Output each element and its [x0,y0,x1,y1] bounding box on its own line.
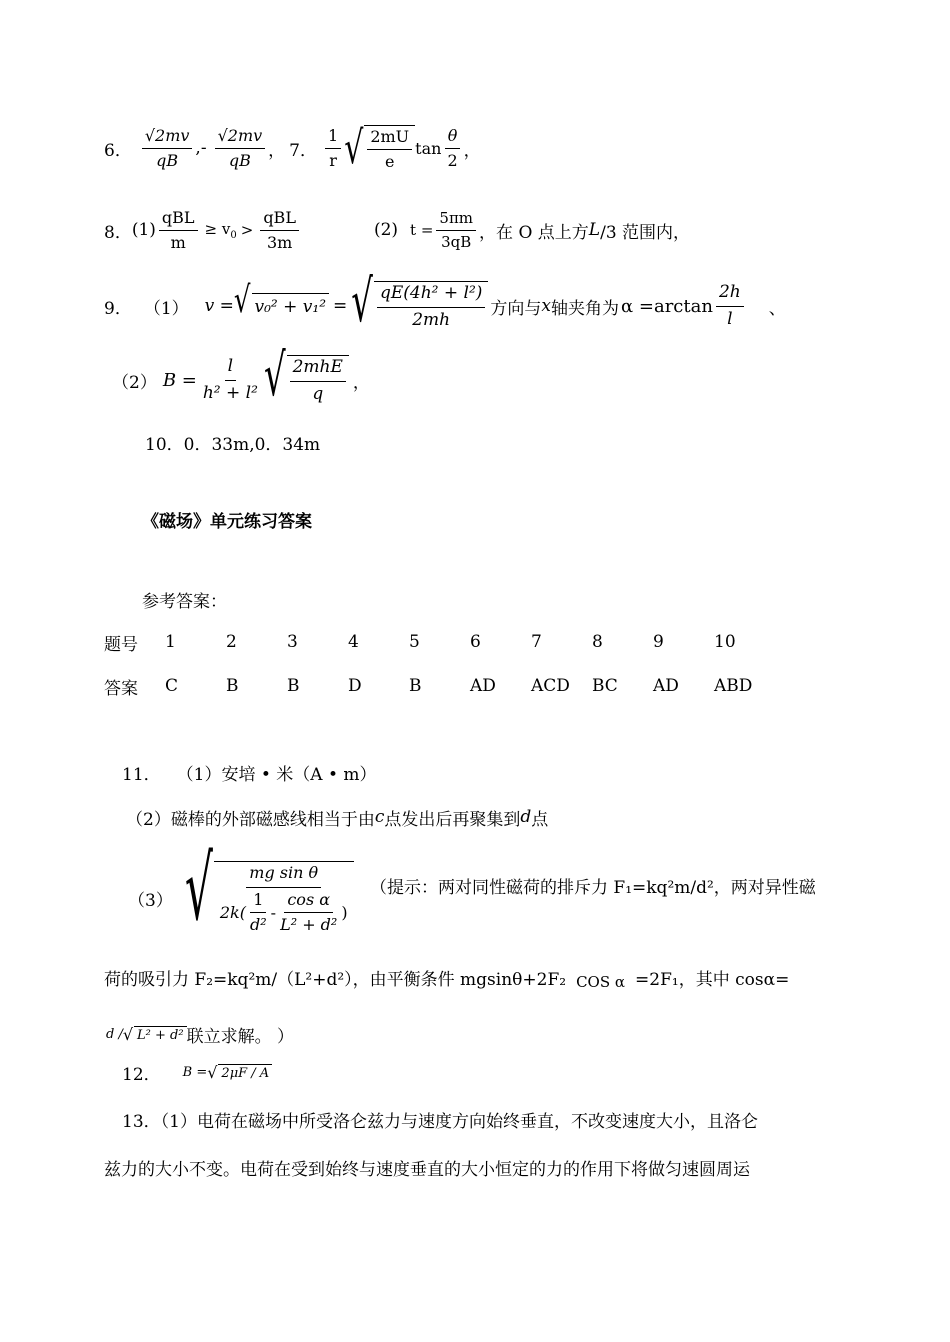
q11-part2-d: d [520,807,532,827]
table-cell: 4 [348,632,359,652]
q6-label: 6． [104,140,132,161]
q10-line: 10．0．33m,0．34m [145,434,321,455]
q11-part2-e: 点 [531,809,549,830]
q9-radical-sign: √ [351,267,373,336]
q12-formula: B = [182,1064,208,1080]
q8-part1: (1) [131,220,156,240]
q7-tan: tan [415,138,442,158]
table-cell: 3 [287,632,298,652]
q9-b-tail: ， [352,372,370,393]
answer-table [104,620,775,708]
q9-line-1 [104,267,786,336]
q11-hint-line-3 [106,1020,294,1048]
q7-sqrt [344,122,415,175]
q11-hint-3a: d / [106,1026,123,1042]
q9-b-radical-sign: √ [263,341,286,410]
q9-fraction: $\frac{2h}{l}$ [716,282,744,330]
q11-sqrt [184,839,354,941]
q9-part1: （1） [143,298,189,319]
reference-label: 参考答案： [142,591,227,612]
table-head-answers: 答案 [104,678,138,699]
q11-part2-a: （2）磁棒的外部磁感线相当于由 [126,809,375,830]
table-cell: 7 [531,632,542,652]
q11-hint-2b: =2F₁，其中 cosα= [635,969,790,990]
q9-alpha-equals: α =arctan [621,295,713,317]
q9-desc-x: x [541,296,551,316]
q11-hint-sqrt: √ L² + d² [123,1026,187,1043]
q11-hint-3b: 联立求解。 ） [186,1026,294,1047]
q6-q7-line [104,122,481,175]
q8-line [104,206,690,254]
q6-fraction-2: $\frac{√2mv}{qB}$ [215,126,266,171]
q7-sqrt-fraction: $\frac{2mU}{e}$ [367,127,412,172]
q11-hint-2a: 荷的吸引力 F₂=kq²m/（L²+d²），由平衡条件 mgsinθ+2F₂ [104,969,567,990]
table-cell: BC [592,676,618,696]
q9-b-sqrt-fraction: $\frac{\text{2mhE}}{q}$ [290,357,346,405]
table-cell: 9 [653,632,664,652]
q11-hint-radical-sign: √ [122,1024,134,1044]
q11-part2-c: c [374,807,385,827]
q7-tail: ， [463,140,481,161]
q7-fraction-1: $\frac{1}{r}$ [325,126,341,171]
q11-label: 11． [122,764,161,785]
q9-desc-b: 轴夹角为 [551,298,619,319]
q8-ineq-1: ≥ $v_0$ [204,219,237,241]
q8-label: 8． [104,222,132,243]
q6-separator: ,- [195,138,207,158]
q11-part2-b: 点发出后再聚集到 [384,809,521,830]
table-cell: AD [470,676,496,696]
q9-equals: = [333,296,348,316]
q8-t-equals: t = [410,221,434,239]
q9-part2: （2） [112,372,157,393]
q12-sqrt: √ 2μF / A [207,1064,272,1081]
q9-v-equals: v = [204,296,234,316]
q11-inner-fraction-2: $\frac{\text{cos α}}{\text{L² + d²}}$ [280,890,338,934]
q11-hint-line-2 [104,962,789,992]
q11-radical-sign: √ [184,839,213,941]
q9-line-2 [112,341,370,410]
section-title: 《磁场》单元练习答案 [142,511,312,532]
table-cell: B [409,676,422,696]
table-cell: 10 [714,632,736,652]
table-cell: 5 [409,632,420,652]
q13-line-2: 兹力的大小不变。电荷在受到始终与速度垂直的大小恒定的力的作用下将做匀速圆周运 [104,1159,750,1180]
q6-fraction-1: $\frac{√2mv}{qB}$ [142,126,193,171]
table-head-numbers: 题号 [104,634,138,655]
q9-b-equals: B = [162,369,197,391]
q8-tail-b: /3 范围内， [600,222,691,243]
q9-tail: 、 [768,298,786,319]
q12-radical-sign: √ [207,1062,218,1082]
q12-label: 12． [122,1064,161,1085]
q9-label: 9． [104,298,132,319]
q9-desc-a: 方向与 [490,298,542,319]
table-cell: B [287,676,300,696]
q6-tail: ， [268,140,286,161]
q11-part3: （3） [128,890,173,911]
q7-fraction-2: $\frac{\theta}{2}$ [444,126,460,171]
q8-fraction-1: $\frac{\text{qBL}}{m}$ [159,208,198,253]
q9-sqrt-fraction: $\frac{\text{qE(4h² + l²)}}{2mh}$ [377,283,485,331]
q11-inner-fraction-1: $\frac{1}{\text{d²}}$ [250,890,267,934]
q8-ineq-2: > [240,221,254,239]
q8-fraction-3: $\frac{5\pi m}{3qB}$ [436,209,476,252]
table-cell: 8 [592,632,603,652]
q11-hint-cos: COS α [576,973,626,991]
q11-line-3 [128,839,354,944]
q9-sqrt [351,267,488,336]
q8-part2: (2) [373,220,399,240]
table-cell: AD [653,676,679,696]
q11-part1: （1）安培 • 米（A • m） [176,764,377,785]
q11-hint-line-1: （提示：两对同性磁荷的排斥力 F₁=kq²m/d²，两对异性磁 [370,877,816,898]
q8-tail-a: ，在 O 点上方 [479,222,589,243]
q11-sqrt-fraction: mg sin θ 2k( $\frac{1}{\text{d²}}$ - $\frac{\text{cos α}}{\text{L² + d²}}$ ) [219,863,348,934]
q11-line-1 [122,758,377,786]
q9-b-sqrt [263,341,349,410]
q9-v-sqrt: √ v₀² + v₁² [234,293,329,319]
q8-tail-L: L [588,220,601,240]
table-cell: 6 [470,632,481,652]
table-cell: ACD [531,676,570,696]
q9-v-radical-sign: √ [233,279,251,322]
table-row-answers [104,664,775,708]
table-cell: C [165,676,179,696]
table-cell: ABD [714,676,753,696]
table-cell: 1 [165,632,176,652]
table-row-numbers [104,620,775,664]
q7-radical-sign: √ [344,122,364,175]
q12-line [122,1058,272,1086]
q9-b-fraction: $\frac{l}{\text{h² + l²}}$ [202,356,258,403]
q8-fraction-2: $\frac{\text{qBL}}{3m}$ [260,208,299,253]
table-cell: 2 [226,632,237,652]
table-cell: B [226,676,239,696]
q13-line-1: 13．（1）电荷在磁场中所受洛仑兹力与速度方向始终垂直，不改变速度大小，且洛仑 [122,1111,758,1132]
q7-label: 7． [289,140,317,161]
table-cell: D [348,676,362,696]
